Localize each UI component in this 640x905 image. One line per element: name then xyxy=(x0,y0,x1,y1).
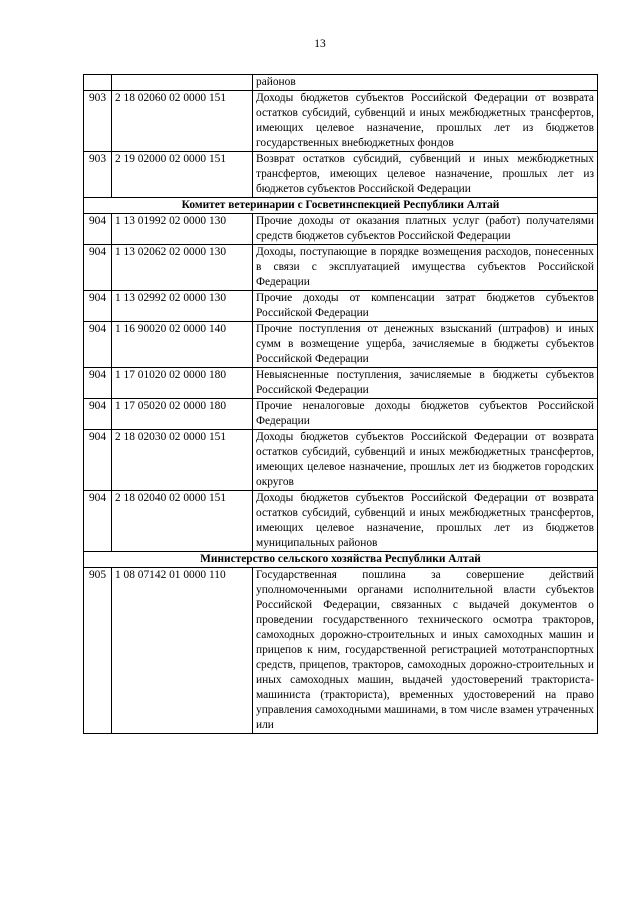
description-cell: Доходы бюджетов субъектов Российской Федерации от возврата остатков субсидий, субвенций и иных межбюджетных трансфертов, имеющих целевое назначение, прошлых лет из бюджетов государственных внебюджетных фондов xyxy=(253,91,598,152)
description-cell: Доходы, поступающие в порядке возмещения расходов, понесенных в связи с эксплуатацией имущества субъектов Российской Федерации xyxy=(253,245,598,291)
revenue-code-cell xyxy=(112,75,253,91)
admin-code-cell: 903 xyxy=(84,152,112,198)
revenue-code-cell: 1 13 02062 02 0000 130 xyxy=(112,245,253,291)
revenue-code-cell: 1 17 01020 02 0000 180 xyxy=(112,368,253,399)
admin-code-cell: 904 xyxy=(84,399,112,430)
section-header-row xyxy=(84,198,598,214)
admin-code-cell: 904 xyxy=(84,368,112,399)
section-header-row xyxy=(84,552,598,568)
admin-code-cell xyxy=(84,75,112,91)
description-cell: районов xyxy=(253,75,598,91)
revenue-code-cell: 1 13 02992 02 0000 130 xyxy=(112,291,253,322)
section-title: Министерство сельского хозяйства Республики Алтай xyxy=(84,552,598,568)
revenue-code-cell: 1 08 07142 01 0000 110 xyxy=(112,568,253,734)
admin-code-cell: 905 xyxy=(84,568,112,734)
description-cell: Прочие неналоговые доходы бюджетов субъектов Российской Федерации xyxy=(253,399,598,430)
table-body xyxy=(84,75,598,734)
admin-code-cell: 903 xyxy=(84,91,112,152)
table-row xyxy=(84,91,598,152)
admin-code-cell: 904 xyxy=(84,245,112,291)
revenue-code-cell: 2 18 02060 02 0000 151 xyxy=(112,91,253,152)
table-row xyxy=(84,568,598,734)
table-row xyxy=(84,291,598,322)
admin-code-cell: 904 xyxy=(84,214,112,245)
description-cell: Государственная пошлина за совершение действий уполномоченными органами исполнительной власти субъектов Российской Федерации, связанных с выдачей документов о проведении государственного технического осмотра тракторов, самоходных дорожно-строительных и иных самоходных машин и прицепов к ним, государственной регистрацией мототранспортных средств, прицепов, тракторов, самоходных дорожно-строительных и иных самоходных машин, выдачей удостоверений тракториста-машиниста (тракториста), временных удостоверений на право управления самоходными машинами, в том числе взамен утраченных или xyxy=(253,568,598,734)
revenue-code-cell: 1 13 01992 02 0000 130 xyxy=(112,214,253,245)
description-cell: Прочие поступления от денежных взысканий (штрафов) и иных сумм в возмещение ущерба, зачисляемые в бюджеты субъектов Российской Федерации xyxy=(253,322,598,368)
table-row xyxy=(84,399,598,430)
revenue-code-cell: 1 17 05020 02 0000 180 xyxy=(112,399,253,430)
table-row xyxy=(84,245,598,291)
description-cell: Прочие доходы от оказания платных услуг (работ) получателями средств бюджетов субъектов Российской Федерации xyxy=(253,214,598,245)
admin-code-cell: 904 xyxy=(84,291,112,322)
admin-code-cell: 904 xyxy=(84,491,112,552)
revenue-code-cell: 2 18 02030 02 0000 151 xyxy=(112,430,253,491)
revenue-code-cell: 2 19 02000 02 0000 151 xyxy=(112,152,253,198)
description-cell: Прочие доходы от компенсации затрат бюджетов субъектов Российской Федерации xyxy=(253,291,598,322)
table-row xyxy=(84,491,598,552)
admin-code-cell: 904 xyxy=(84,322,112,368)
table-row xyxy=(84,152,598,198)
description-cell: Доходы бюджетов субъектов Российской Федерации от возврата остатков субсидий, субвенций и иных межбюджетных трансфертов, имеющих целевое назначение, прошлых лет из бюджетов муниципальных районов xyxy=(253,491,598,552)
table-row xyxy=(84,75,598,91)
admin-code-cell: 904 xyxy=(84,430,112,491)
table-row xyxy=(84,322,598,368)
description-cell: Возврат остатков субсидий, субвенций и иных межбюджетных трансфертов, имеющих целевое назначение, прошлых лет из бюджетов субъектов Российской Федерации xyxy=(253,152,598,198)
page-number: 13 xyxy=(314,38,326,50)
table-row xyxy=(84,214,598,245)
description-cell: Доходы бюджетов субъектов Российской Федерации от возврата остатков субсидий, субвенций и иных межбюджетных трансфертов, имеющих целевое назначение, прошлых лет из бюджетов городских округов xyxy=(253,430,598,491)
revenue-code-cell: 1 16 90020 02 0000 140 xyxy=(112,322,253,368)
table-row xyxy=(84,368,598,399)
description-cell: Невыясненные поступления, зачисляемые в бюджеты субъектов Российской Федерации xyxy=(253,368,598,399)
revenue-codes-table xyxy=(83,74,598,734)
section-title: Комитет ветеринарии с Госветинспекцией Республики Алтай xyxy=(84,198,598,214)
table-row xyxy=(84,430,598,491)
revenue-code-cell: 2 18 02040 02 0000 151 xyxy=(112,491,253,552)
